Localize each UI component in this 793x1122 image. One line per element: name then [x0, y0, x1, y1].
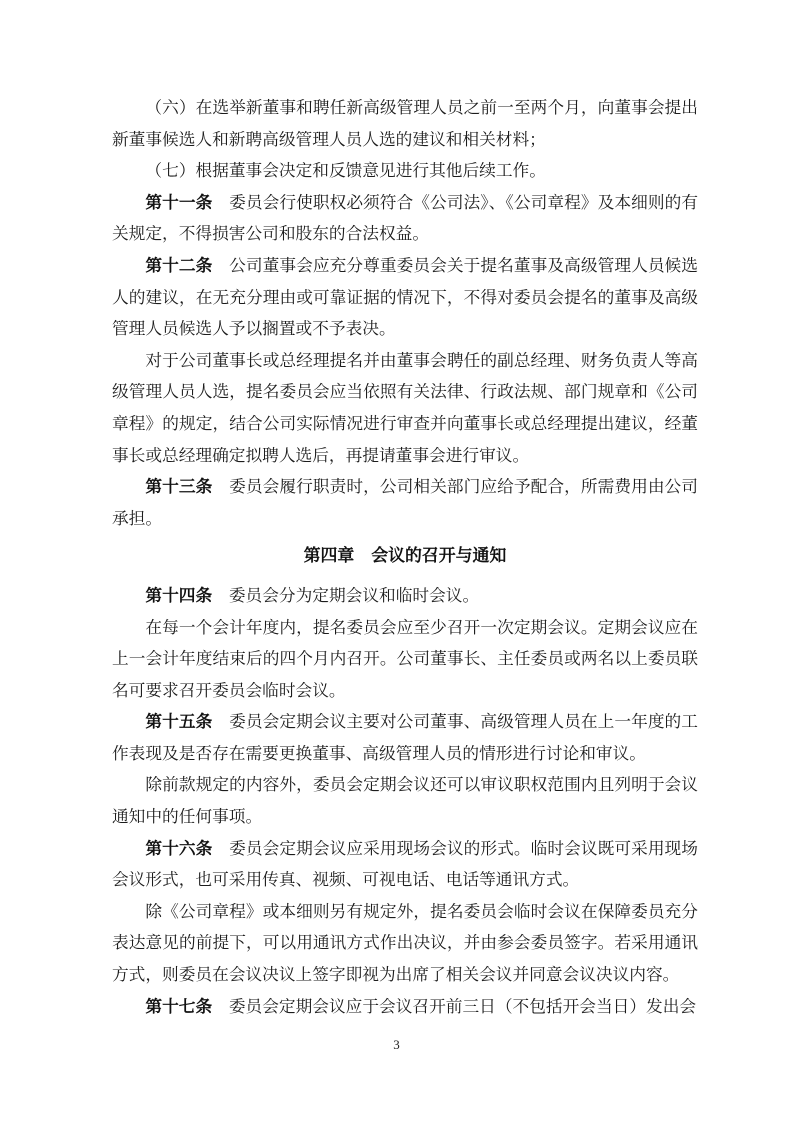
paragraph-text: 委员会定期会议主要对公司董事、高级管理人员在上一年度的工作表现及是否存在需要更换董事、高级管理人员的情形进行讨论和审议。: [112, 712, 698, 763]
article-paragraph: [112, 991, 698, 1023]
article-paragraph: [112, 471, 698, 534]
chapter-heading: [112, 540, 698, 572]
article-number: 第十一条: [145, 192, 213, 212]
paragraph-text: 在每一个会计年度内，提名委员会应至少召开一次定期会议。定期会议应在上一会计年度结束后的四个月内召开。公司董事长、主任委员或两名以上委员联名可要求召开委员会临时会议。: [112, 617, 698, 700]
page-number: 3: [393, 1037, 400, 1052]
article-number: 第十七条: [145, 996, 213, 1016]
paragraph: [112, 155, 698, 187]
paragraph-text: （七）根据董事会决定和反馈意见进行其他后续工作。: [145, 161, 546, 181]
paragraph: [112, 92, 698, 155]
chapter-number: 第四章: [303, 546, 355, 566]
paragraph-text: 委员会分为定期会议和临时会议。: [228, 585, 480, 605]
paragraph-text: （六）在选举新董事和聘任新高级管理人员之前一至两个月，向董事会提出新董事候选人和新聘高级管理人员人选的建议和相关材料；: [112, 98, 698, 149]
article-paragraph: [112, 706, 698, 769]
article-paragraph: [112, 580, 698, 612]
article-number: 第十二条: [145, 255, 213, 275]
paragraph-text: 公司董事会应充分尊重委员会关于提名董事及高级管理人员候选人的建议，在无充分理由或可靠证据的情况下，不得对委员会提名的董事及高级管理人员候选人予以搁置或不予表决。: [112, 255, 698, 339]
paragraph-text: 委员会履行职责时，公司相关部门应给予配合，所需费用由公司承担。: [112, 477, 698, 528]
chapter-title: 会议的召开与通知: [371, 546, 507, 566]
paragraph-text: 委员会定期会议应采用现场会议的形式。临时会议既可采用现场会议形式，也可采用传真、视频、可视电话、电话等通讯方式。: [112, 838, 698, 890]
article-number: 第十六条: [145, 838, 213, 858]
document-body: [112, 92, 698, 1022]
paragraph: [112, 769, 698, 832]
article-number: 第十五条: [145, 712, 213, 732]
article-paragraph: [112, 250, 698, 345]
article-number: 第十三条: [145, 477, 213, 497]
paragraph-text: 除《公司章程》或本细则另有规定外，提名委员会临时会议在保障委员充分表达意见的前提下，可以用通讯方式作出决议，并由参会委员签字。若采用通讯方式，则委员在会议决议上签字即视为出席了相关会议并同意会议决议内容。: [112, 901, 698, 985]
paragraph-text: 委员会行使职权必须符合《公司法》、《公司章程》及本细则的有关规定，不得损害公司和股东的合法权益。: [112, 192, 699, 244]
article-paragraph: [112, 833, 698, 896]
article-number: 第十四条: [145, 585, 213, 605]
paragraph-text: 委员会定期会议应于会议召开前三日（不包括开会当日）发出会: [228, 996, 697, 1016]
paragraph: [112, 345, 698, 471]
paragraph: [112, 612, 698, 707]
paragraph-text: 对于公司董事长或总经理提名并由董事会聘任的副总经理、财务负责人等高级管理人员人选，提名委员会应当依照有关法律、行政法规、部门规章和《公司章程》的规定，结合公司实际情况进行审查并向董事长或总经理提出建议，经董事长或总经理确定拟聘人选后，再提请董事会进行审议。: [112, 350, 698, 465]
article-paragraph: [112, 187, 698, 250]
paragraph-text: 除前款规定的内容外，委员会定期会议还可以审议职权范围内且列明于会议通知中的任何事项。: [112, 775, 698, 827]
paragraph: [112, 896, 698, 991]
